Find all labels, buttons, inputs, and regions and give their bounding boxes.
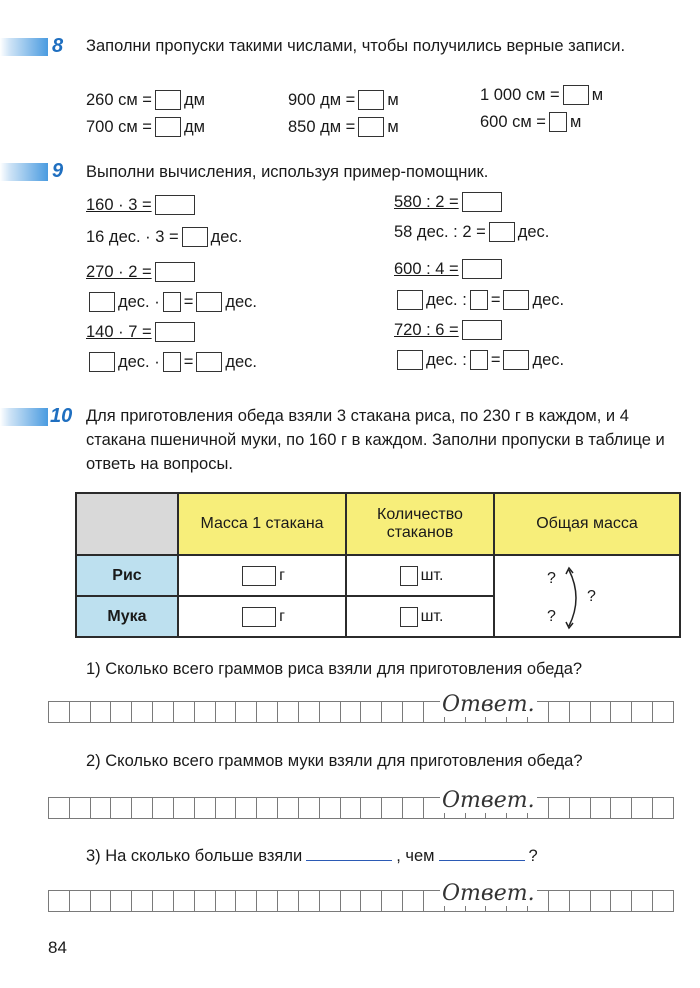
table-cell: г [178, 596, 346, 637]
task-9-marker [0, 163, 48, 181]
answer-box[interactable] [462, 192, 502, 212]
example: 720 : 6 = [394, 320, 505, 340]
answer-label: Ответ. [442, 881, 535, 906]
task-9-text: Выполни вычисления, используя пример-помощник. [86, 163, 489, 181]
answer-box[interactable] [400, 566, 418, 586]
answer-box[interactable] [503, 350, 529, 370]
answer-box[interactable] [242, 566, 276, 586]
answer-box[interactable] [397, 290, 423, 310]
col-header-mass: Масса 1 стакана [178, 493, 346, 555]
example-helper: дес. : = дес. [394, 350, 564, 370]
answer-box[interactable] [462, 320, 502, 340]
answer-box[interactable] [155, 322, 195, 342]
example-helper: 58 дес. : 2 = дес. [394, 222, 550, 241]
example: 600 : 4 = [394, 259, 505, 279]
bracket-arrow-icon [565, 566, 585, 630]
answer-box[interactable] [358, 117, 384, 137]
col-header-total: Общая масса [494, 493, 680, 555]
question-1: 1) Сколько всего граммов риса взяли для приготовления обеда? [86, 660, 583, 678]
answer-box[interactable] [462, 259, 502, 279]
task-10-number: 10 [50, 405, 73, 427]
task-9-number: 9 [52, 160, 64, 182]
answer-box[interactable] [549, 112, 567, 132]
answer-box[interactable] [489, 222, 515, 242]
row-header-flour: Мука [76, 596, 178, 637]
answer-box[interactable] [163, 352, 181, 372]
answer-box[interactable] [155, 262, 195, 282]
answer-grid[interactable] [48, 797, 674, 819]
answer-grid[interactable] [48, 890, 674, 912]
blank-line[interactable] [439, 846, 525, 861]
example: 140 · 7 = [86, 322, 198, 342]
task-10-marker [0, 408, 48, 426]
question-3: 3) На сколько больше взяли , чем ? [86, 847, 538, 865]
blank-line[interactable] [306, 846, 392, 861]
answer-box[interactable] [397, 350, 423, 370]
answer-box[interactable] [89, 352, 115, 372]
question-mark: ? [547, 608, 556, 625]
example-helper: 16 дес. · 3 = дес. [86, 227, 243, 246]
example-helper: дес. · = дес. [86, 292, 257, 312]
table-cell: г [178, 555, 346, 596]
question-mark: ? [547, 570, 556, 587]
answer-box[interactable] [196, 352, 222, 372]
answer-box[interactable] [163, 292, 181, 312]
task-8-row: 900 дм = м [288, 90, 399, 109]
answer-box[interactable] [470, 290, 488, 310]
task-8-row: 260 см = дм [86, 90, 205, 109]
task-10-table [75, 492, 681, 638]
answer-box[interactable] [470, 350, 488, 370]
example: 270 · 2 = [86, 262, 198, 282]
answer-grid[interactable] [48, 701, 674, 723]
page-number: 84 [48, 938, 67, 957]
col-header-count: Количество стаканов [346, 493, 494, 555]
answer-box[interactable] [563, 85, 589, 105]
example: 160 · 3 = [86, 195, 198, 215]
answer-box[interactable] [182, 227, 208, 247]
table-cell: шт. [346, 555, 494, 596]
answer-box[interactable] [503, 290, 529, 310]
task-8-marker [0, 38, 48, 56]
task-8-row: 1 000 см = м [480, 85, 604, 104]
task-10-text: Для приготовления обеда взяли 3 стакана риса, по 230 г в каждом, и 4 стакана пшеничной муки, по 160 г в каждом. Заполни пропуски в таблице и ответь на вопросы. [86, 407, 665, 473]
example-helper: дес. · = дес. [86, 352, 257, 372]
example-helper: дес. : = дес. [394, 290, 564, 310]
answer-box[interactable] [196, 292, 222, 312]
total-mass-cell [494, 555, 680, 637]
answer-box[interactable] [89, 292, 115, 312]
answer-box[interactable] [242, 607, 276, 627]
task-8-row: 850 дм = м [288, 117, 399, 136]
table-corner [76, 493, 178, 555]
answer-box[interactable] [358, 90, 384, 110]
answer-box[interactable] [400, 607, 418, 627]
task-8-row: 700 см = дм [86, 117, 205, 136]
question-mark: ? [587, 588, 596, 605]
answer-box[interactable] [155, 117, 181, 137]
answer-label: Ответ. [442, 692, 535, 717]
task-8-row: 600 см = м [480, 112, 582, 131]
question-2: 2) Сколько всего граммов муки взяли для приготовления обеда? [86, 752, 583, 770]
task-8-number: 8 [52, 35, 64, 57]
example: 580 : 2 = [394, 192, 505, 212]
answer-box[interactable] [155, 90, 181, 110]
answer-box[interactable] [155, 195, 195, 215]
table-cell: шт. [346, 596, 494, 637]
answer-label: Ответ. [442, 788, 535, 813]
task-8-text: Заполни пропуски такими числами, чтобы получились верные записи. [86, 37, 626, 55]
row-header-rice: Рис [76, 555, 178, 596]
